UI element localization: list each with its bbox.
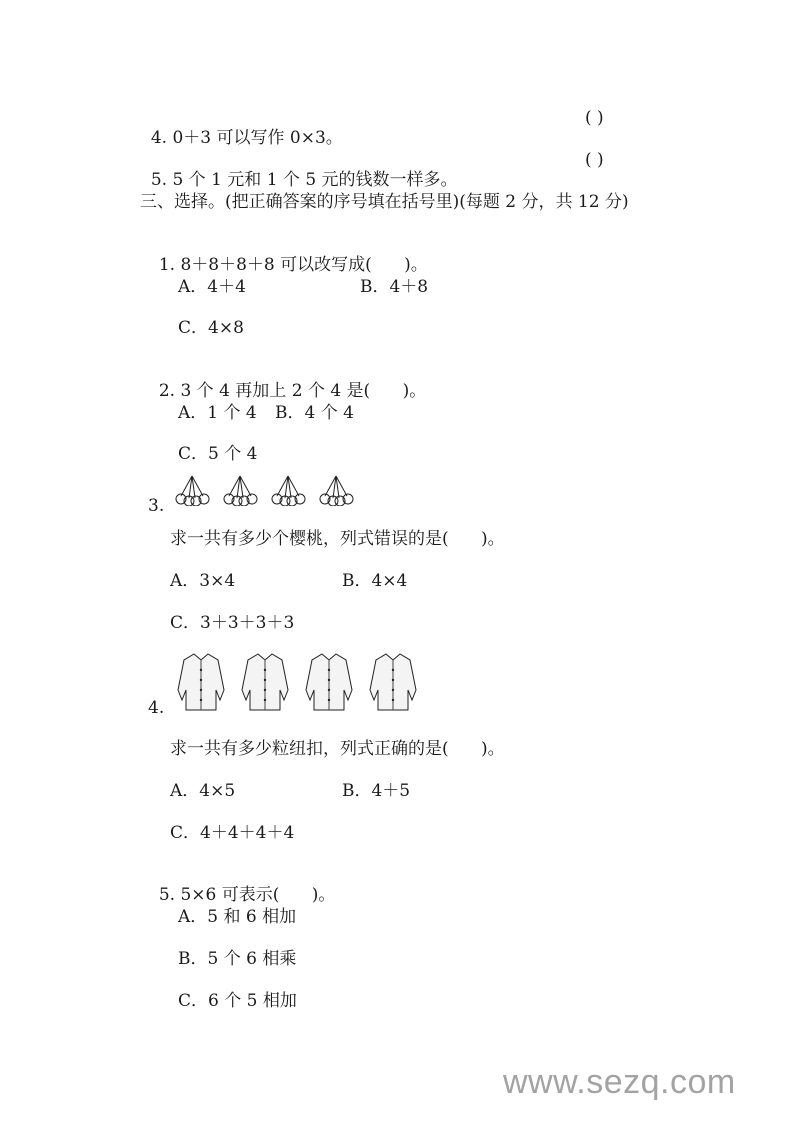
option-c: C．6 个 5 相加	[178, 991, 297, 1011]
question-number: 2.	[158, 381, 176, 401]
judgment-number: 4.	[150, 128, 168, 148]
answer-blank[interactable]: ( )	[585, 108, 604, 128]
option-b: B．4＋5	[342, 781, 411, 801]
option-b: B．4 个 4	[275, 403, 354, 423]
cherry-icon	[271, 474, 307, 506]
shirt-icon	[304, 650, 354, 712]
question-number: 1.	[158, 255, 176, 275]
question-2	[148, 361, 426, 401]
option-b: B．5 个 6 相乘	[178, 949, 297, 969]
cherries-image	[175, 474, 367, 506]
option-c: C．5 个 4	[178, 444, 258, 464]
question-number: 5.	[158, 885, 176, 905]
option-a: A．5 和 6 相加	[178, 907, 297, 927]
judgment-item-4	[140, 108, 343, 148]
question-stem: 5×6 可表示( )。	[180, 885, 336, 905]
shirts-image	[176, 650, 432, 712]
judgment-text: 5 个 1 元和 1 个 5 元的钱数一样多。	[172, 170, 458, 190]
question-stem: 求一共有多少粒纽扣，列式正确的是( )。	[170, 739, 505, 759]
question-number-3: 3.	[148, 496, 165, 516]
option-a: A．3×4	[170, 571, 236, 591]
section-heading: 三、选择。(把正确答案的序号填在括号里)(每题 2 分，共 12 分)	[140, 192, 629, 212]
option-a: A．1 个 4	[178, 403, 257, 423]
option-c: C．4＋4＋4＋4	[170, 823, 295, 843]
watermark: www.sezq.com	[503, 1063, 736, 1101]
question-5	[148, 865, 335, 905]
option-c: C．4×8	[178, 318, 244, 338]
shirt-icon	[240, 650, 290, 712]
shirt-icon	[368, 650, 418, 712]
question-stem: 求一共有多少个樱桃，列式错误的是( )。	[170, 529, 505, 549]
question-stem: 8＋8＋8＋8 可以改写成( )。	[180, 255, 428, 275]
cherry-icon	[175, 474, 211, 506]
judgment-item-5	[140, 150, 458, 190]
cherry-icon	[319, 474, 355, 506]
judgment-number: 5.	[150, 170, 168, 190]
answer-blank[interactable]: ( )	[585, 150, 604, 170]
judgment-text: 0＋3 可以写作 0×3。	[172, 128, 343, 148]
cherry-icon	[223, 474, 259, 506]
option-c: C．3＋3＋3＋3	[170, 613, 295, 633]
shirt-icon	[176, 650, 226, 712]
question-number-4: 4.	[148, 698, 165, 718]
option-a: A．4×5	[170, 781, 236, 801]
option-a: A．4＋4	[178, 277, 246, 297]
option-b: B．4×4	[342, 571, 408, 591]
question-stem: 3 个 4 再加上 2 个 4 是( )。	[180, 381, 427, 401]
question-1	[148, 235, 428, 275]
option-b: B．4＋8	[360, 277, 429, 297]
